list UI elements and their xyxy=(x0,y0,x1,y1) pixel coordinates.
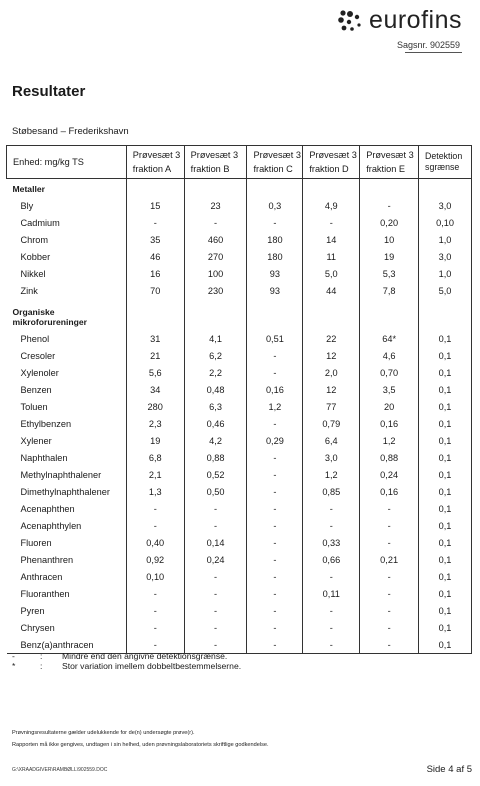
result-value: 34 xyxy=(126,381,184,398)
parameter-name: Bly xyxy=(20,200,34,211)
result-value: 1,2 xyxy=(247,398,303,415)
note-row: * : Stor variation imellem dobbeltbestemmelserne. xyxy=(12,661,242,671)
parameter-name: Cadmium xyxy=(20,217,60,228)
column-header: Detektion sgrænse xyxy=(419,146,472,179)
result-value: 3,0 xyxy=(303,449,360,466)
detection-limit-value: 0,1 xyxy=(419,568,472,585)
result-value: - xyxy=(360,585,419,602)
parameter-name: Toluen xyxy=(20,401,48,412)
result-value: - xyxy=(303,602,360,619)
detection-limit-value: 0,1 xyxy=(419,500,472,517)
result-value: - xyxy=(247,568,303,585)
result-value: - xyxy=(126,517,184,534)
result-value: - xyxy=(247,619,303,636)
case-number: Sagsnr. 902559 xyxy=(396,40,460,50)
result-value: 1,2 xyxy=(303,466,360,483)
result-value: 23 xyxy=(184,197,247,214)
result-value: - xyxy=(126,214,184,231)
result-value: 0,33 xyxy=(303,534,360,551)
parameter-name: Naphthalen xyxy=(20,452,68,463)
result-value: 230 xyxy=(184,282,247,299)
result-value: 6,4 xyxy=(303,432,360,449)
result-value: 0,70 xyxy=(360,364,419,381)
result-value: 0,46 xyxy=(184,415,247,432)
result-value: - xyxy=(247,636,303,654)
result-value: 1,3 xyxy=(126,483,184,500)
parameter-name: Dimethylnaphthalener xyxy=(20,486,110,497)
result-value: 22 xyxy=(303,330,360,347)
page-title: Resultater xyxy=(12,83,86,100)
result-value: 12 xyxy=(303,347,360,364)
detection-limit-value: 3,0 xyxy=(419,197,472,214)
result-value: - xyxy=(184,517,247,534)
table-header-row xyxy=(7,146,472,179)
result-value: 2,0 xyxy=(303,364,360,381)
table-row xyxy=(7,517,472,534)
result-value: - xyxy=(247,551,303,568)
result-value: 0,51 xyxy=(247,330,303,347)
page-subtitle: Støbesand – Frederikshavn xyxy=(12,126,129,137)
detection-limit-value: 0,1 xyxy=(419,330,472,347)
result-value: - xyxy=(247,347,303,364)
result-value: 100 xyxy=(184,265,247,282)
results-table xyxy=(6,145,472,654)
result-value: 5,3 xyxy=(360,265,419,282)
result-value: 2,2 xyxy=(184,364,247,381)
result-value: - xyxy=(247,517,303,534)
detection-limit-value: 0,1 xyxy=(419,619,472,636)
result-value: - xyxy=(360,619,419,636)
result-value: 11 xyxy=(303,248,360,265)
result-value: 0,88 xyxy=(184,449,247,466)
result-value: - xyxy=(126,619,184,636)
brand-name: eurofins xyxy=(369,6,462,34)
result-value: 0,21 xyxy=(360,551,419,568)
parameter-name: Anthracen xyxy=(20,571,63,582)
result-value: 7,8 xyxy=(360,282,419,299)
detection-limit-value: 0,1 xyxy=(419,466,472,483)
detection-limit-value: 0,1 xyxy=(419,517,472,534)
table-row xyxy=(7,248,472,265)
parameter-name: Chrom xyxy=(20,234,49,245)
result-value: 35 xyxy=(126,231,184,248)
table-row xyxy=(7,364,472,381)
result-value: - xyxy=(303,568,360,585)
result-value: 4,9 xyxy=(303,197,360,214)
table-row xyxy=(7,568,472,585)
result-value: 4,2 xyxy=(184,432,247,449)
result-value: 0,48 xyxy=(184,381,247,398)
table-row xyxy=(7,551,472,568)
table-row xyxy=(7,415,472,432)
parameter-name: Xylener xyxy=(20,435,52,446)
column-header: Prøvesæt 3 fraktion A xyxy=(126,146,184,179)
result-value: 6,3 xyxy=(184,398,247,415)
detection-limit-value: 1,0 xyxy=(419,231,472,248)
parameter-name: Chrysen xyxy=(20,622,55,633)
result-value: - xyxy=(126,636,184,654)
note-row: - : Mindre end den angivne detektionsgrænse. xyxy=(12,651,228,661)
result-value: 16 xyxy=(126,265,184,282)
detection-limit-value: 0,1 xyxy=(419,636,472,654)
detection-limit-value: 0,1 xyxy=(419,585,472,602)
detection-limit-value: 0,1 xyxy=(419,483,472,500)
parameter-name: Acenaphthen xyxy=(20,503,75,514)
result-value: 0,20 xyxy=(360,214,419,231)
result-value: 0,79 xyxy=(303,415,360,432)
detection-limit-value: 5,0 xyxy=(419,282,472,299)
result-value: - xyxy=(184,500,247,517)
group-label: Organiske mikroforureninger xyxy=(12,307,87,327)
result-value: - xyxy=(360,534,419,551)
result-value: 0,88 xyxy=(360,449,419,466)
eurofins-dots-icon xyxy=(337,9,365,33)
group-header-row xyxy=(7,303,472,330)
result-value: 20 xyxy=(360,398,419,415)
result-value: 460 xyxy=(184,231,247,248)
result-value: 93 xyxy=(247,282,303,299)
table-row xyxy=(7,330,472,347)
result-value: 19 xyxy=(126,432,184,449)
table-row xyxy=(7,282,472,299)
result-value: 0,29 xyxy=(247,432,303,449)
detection-limit-value: 0,1 xyxy=(419,449,472,466)
result-value: 1,2 xyxy=(360,432,419,449)
result-value: 6,8 xyxy=(126,449,184,466)
result-value: 4,6 xyxy=(360,347,419,364)
result-value: - xyxy=(247,466,303,483)
result-value: 0,10 xyxy=(126,568,184,585)
result-value: 0,24 xyxy=(184,551,247,568)
result-value: 46 xyxy=(126,248,184,265)
column-header: Prøvesæt 3 fraktion B xyxy=(184,146,247,179)
detection-limit-value: 0,1 xyxy=(419,347,472,364)
result-value: - xyxy=(126,585,184,602)
detection-limit-value: 0,1 xyxy=(419,381,472,398)
result-value: - xyxy=(184,214,247,231)
divider xyxy=(405,52,462,53)
result-value: 0,92 xyxy=(126,551,184,568)
result-value: - xyxy=(303,500,360,517)
table-row xyxy=(7,449,472,466)
table-row xyxy=(7,347,472,364)
result-value: 0,3 xyxy=(247,197,303,214)
detection-limit-value: 0,10 xyxy=(419,214,472,231)
result-value: - xyxy=(247,500,303,517)
column-header: Prøvesæt 3 fraktion C xyxy=(247,146,303,179)
result-value: - xyxy=(303,619,360,636)
result-value: 0,11 xyxy=(303,585,360,602)
result-value: 0,14 xyxy=(184,534,247,551)
result-value: - xyxy=(360,197,419,214)
detection-limit-value: 0,1 xyxy=(419,534,472,551)
result-value: 10 xyxy=(360,231,419,248)
result-value: - xyxy=(360,602,419,619)
result-value: 6,2 xyxy=(184,347,247,364)
footer-disclaimer: Prøvningsresultaterne gælder udelukkende for de(n) undersøgte prøve(r). Rapporten må ikke gengives, undtagen i sin helhed, uden prøvningslaboratoriets skriftlige godkendelse. xyxy=(12,730,269,748)
result-value: - xyxy=(360,517,419,534)
result-value: 2,3 xyxy=(126,415,184,432)
result-value: - xyxy=(247,483,303,500)
eurofins-logo xyxy=(337,6,462,35)
result-value: 77 xyxy=(303,398,360,415)
column-header: Prøvesæt 3 fraktion D xyxy=(303,146,360,179)
parameter-name: Benzen xyxy=(20,384,52,395)
parameter-name: Nikkel xyxy=(20,268,46,279)
result-value: - xyxy=(360,568,419,585)
result-value: - xyxy=(184,619,247,636)
parameter-name: Phenanthren xyxy=(20,554,74,565)
result-value: - xyxy=(303,636,360,654)
result-value: 180 xyxy=(247,248,303,265)
table-row xyxy=(7,197,472,214)
parameter-name: Ethylbenzen xyxy=(20,418,72,429)
result-value: 64* xyxy=(360,330,419,347)
column-header: Prøvesæt 3 fraktion E xyxy=(360,146,419,179)
result-value: 5,0 xyxy=(303,265,360,282)
parameter-name: Pyren xyxy=(20,605,45,616)
table-row xyxy=(7,500,472,517)
notes xyxy=(12,651,241,671)
table-row xyxy=(7,381,472,398)
parameter-name: Benz(a)anthracen xyxy=(7,636,127,654)
result-value: - xyxy=(247,585,303,602)
detection-limit-value: 1,0 xyxy=(419,265,472,282)
result-value: 4,1 xyxy=(184,330,247,347)
table-row xyxy=(7,466,472,483)
parameter-name: Fluoranthen xyxy=(20,588,70,599)
detection-limit-value: 0,1 xyxy=(419,602,472,619)
table-row xyxy=(7,483,472,500)
table-row xyxy=(7,602,472,619)
detection-limit-value: 0,1 xyxy=(419,432,472,449)
page-number: Side 4 af 5 xyxy=(426,764,472,775)
result-value: 0,52 xyxy=(184,466,247,483)
result-value: 15 xyxy=(126,197,184,214)
result-value: 0,16 xyxy=(360,483,419,500)
result-value: 0,24 xyxy=(360,466,419,483)
unit-header: Enhed: mg/kg TS xyxy=(7,146,127,179)
result-value: 93 xyxy=(247,265,303,282)
table-row xyxy=(7,265,472,282)
detection-limit-value: 0,1 xyxy=(419,415,472,432)
result-value: 280 xyxy=(126,398,184,415)
group-label: Metaller xyxy=(12,183,45,194)
document-id: G:\XRAADGIVER\RAMBØLL\902559.DOC xyxy=(12,767,108,773)
result-value: 2,1 xyxy=(126,466,184,483)
parameter-name: Methylnaphthalener xyxy=(20,469,102,480)
result-value: - xyxy=(303,214,360,231)
result-value: 0,16 xyxy=(360,415,419,432)
parameter-name: Cresoler xyxy=(20,350,56,361)
result-value: - xyxy=(247,415,303,432)
result-value: - xyxy=(360,500,419,517)
parameter-name: Fluoren xyxy=(20,537,52,548)
group-header-row xyxy=(7,179,472,198)
result-value: - xyxy=(184,568,247,585)
table-row xyxy=(7,534,472,551)
result-value: - xyxy=(247,602,303,619)
parameter-name: Xylenoler xyxy=(20,367,59,378)
result-value: 44 xyxy=(303,282,360,299)
result-value: 21 xyxy=(126,347,184,364)
result-value: 31 xyxy=(126,330,184,347)
table-row xyxy=(7,231,472,248)
result-value: - xyxy=(247,534,303,551)
table-row xyxy=(7,619,472,636)
result-value: 19 xyxy=(360,248,419,265)
result-value: 12 xyxy=(303,381,360,398)
detection-limit-value: 0,1 xyxy=(419,398,472,415)
result-value: - xyxy=(184,602,247,619)
parameter-name: Acenaphthylen xyxy=(20,520,82,531)
table-row xyxy=(7,585,472,602)
result-value: - xyxy=(303,517,360,534)
result-value: 180 xyxy=(247,231,303,248)
table-row xyxy=(7,432,472,449)
result-value: 5,6 xyxy=(126,364,184,381)
result-value: - xyxy=(126,602,184,619)
detection-limit-value: 0,1 xyxy=(419,551,472,568)
detection-limit-value: 0,1 xyxy=(419,364,472,381)
result-value: - xyxy=(247,214,303,231)
parameter-name: Zink xyxy=(20,285,38,296)
result-value: 0,40 xyxy=(126,534,184,551)
result-value: - xyxy=(360,636,419,654)
result-value: - xyxy=(247,449,303,466)
result-value: 0,50 xyxy=(184,483,247,500)
detection-limit-value: 3,0 xyxy=(419,248,472,265)
result-value: 0,16 xyxy=(247,381,303,398)
parameter-name: Phenol xyxy=(20,333,50,344)
result-value: 3,5 xyxy=(360,381,419,398)
result-value: - xyxy=(184,636,247,654)
parameter-name: Kobber xyxy=(20,251,51,262)
result-value: 0,85 xyxy=(303,483,360,500)
result-value: 14 xyxy=(303,231,360,248)
result-value: 0,66 xyxy=(303,551,360,568)
table-row xyxy=(7,398,472,415)
table-row xyxy=(7,214,472,231)
result-value: 70 xyxy=(126,282,184,299)
result-value: - xyxy=(126,500,184,517)
result-value: - xyxy=(184,585,247,602)
result-value: - xyxy=(247,364,303,381)
result-value: 270 xyxy=(184,248,247,265)
